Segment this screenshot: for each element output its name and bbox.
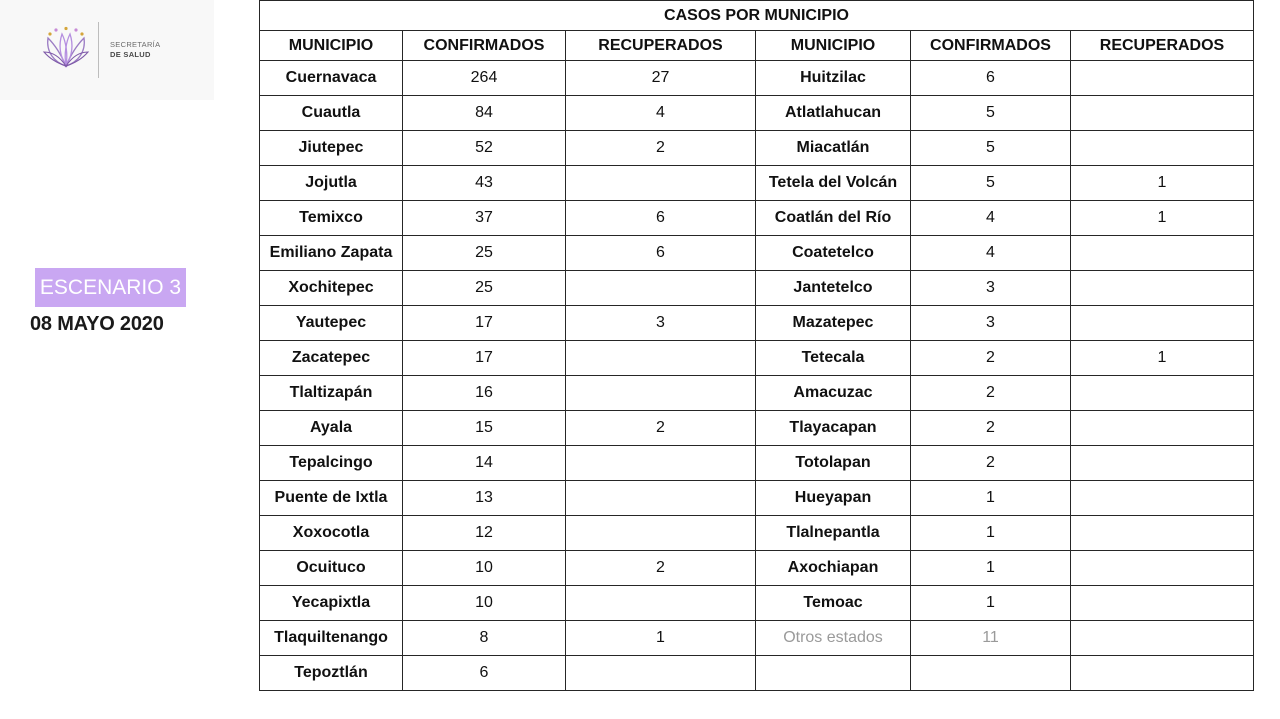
municipality-cell: Coatlán del Río (756, 201, 911, 236)
table-row (260, 61, 1254, 96)
recovered-cell (1071, 271, 1254, 306)
municipality-cell: Tetecala (756, 341, 911, 376)
recovered-cell (1071, 516, 1254, 551)
municipality-cell: Ocuituco (260, 551, 403, 586)
column-header: MUNICIPIO (756, 31, 911, 61)
table-row (260, 586, 1254, 621)
recovered-cell (566, 166, 756, 201)
recovered-cell (566, 376, 756, 411)
confirmed-cell: 1 (911, 481, 1071, 516)
secretaria-de-salud-logo (0, 0, 214, 100)
municipality-cell: Tepalcingo (260, 446, 403, 481)
confirmed-cell: 17 (403, 341, 566, 376)
confirmed-cell: 4 (911, 201, 1071, 236)
confirmed-cell: 5 (911, 166, 1071, 201)
recovered-cell (1071, 96, 1254, 131)
table-title-row (260, 1, 1254, 31)
municipality-cell: Tlalnepantla (756, 516, 911, 551)
logo-line-1: SECRETARÍA (110, 40, 161, 49)
municipality-cell: Xochitepec (260, 271, 403, 306)
confirmed-cell: 1 (911, 586, 1071, 621)
confirmed-cell: 1 (911, 516, 1071, 551)
lotus-emblem-icon (40, 26, 92, 72)
recovered-cell (1071, 481, 1254, 516)
municipality-cell: Huitzilac (756, 61, 911, 96)
table-row (260, 376, 1254, 411)
confirmed-cell: 2 (911, 446, 1071, 481)
municipality-cell: Coatetelco (756, 236, 911, 271)
table-row (260, 131, 1254, 166)
recovered-cell: 3 (566, 306, 756, 341)
table-row (260, 621, 1254, 656)
cases-by-municipality-table (259, 0, 1254, 691)
confirmed-cell: 10 (403, 551, 566, 586)
municipality-cell: Temixco (260, 201, 403, 236)
confirmed-cell: 43 (403, 166, 566, 201)
municipality-cell: Jojutla (260, 166, 403, 201)
municipality-cell: Totolapan (756, 446, 911, 481)
confirmed-cell: 264 (403, 61, 566, 96)
recovered-cell (1071, 656, 1254, 691)
municipality-cell: Hueyapan (756, 481, 911, 516)
municipality-cell: Yautepec (260, 306, 403, 341)
recovered-cell (1071, 306, 1254, 341)
column-header: RECUPERADOS (1071, 31, 1254, 61)
recovered-cell (566, 586, 756, 621)
recovered-cell: 2 (566, 131, 756, 166)
table-row (260, 446, 1254, 481)
confirmed-cell: 25 (403, 271, 566, 306)
recovered-cell: 6 (566, 236, 756, 271)
confirmed-cell: 25 (403, 236, 566, 271)
confirmed-cell: 2 (911, 411, 1071, 446)
municipality-cell: Emiliano Zapata (260, 236, 403, 271)
municipality-cell: Xoxocotla (260, 516, 403, 551)
table-row (260, 656, 1254, 691)
recovered-cell: 2 (566, 411, 756, 446)
municipality-cell: Tlaquiltenango (260, 621, 403, 656)
recovered-cell (566, 516, 756, 551)
table-row (260, 236, 1254, 271)
confirmed-cell: 6 (403, 656, 566, 691)
confirmed-cell: 8 (403, 621, 566, 656)
municipality-cell: Cuernavaca (260, 61, 403, 96)
recovered-cell (566, 481, 756, 516)
confirmed-cell (911, 656, 1071, 691)
recovered-cell (1071, 586, 1254, 621)
scenario-badge: ESCENARIO 3 (35, 268, 186, 307)
municipality-cell: Yecapixtla (260, 586, 403, 621)
municipality-cell: Axochiapan (756, 551, 911, 586)
table-row (260, 271, 1254, 306)
municipality-cell: Miacatlán (756, 131, 911, 166)
confirmed-cell: 5 (911, 131, 1071, 166)
municipality-cell: Tetela del Volcán (756, 166, 911, 201)
recovered-cell (1071, 376, 1254, 411)
column-header: CONFIRMADOS (403, 31, 566, 61)
recovered-cell (1071, 131, 1254, 166)
logo-divider (98, 22, 99, 78)
table-row (260, 411, 1254, 446)
recovered-cell (566, 271, 756, 306)
recovered-cell: 6 (566, 201, 756, 236)
confirmed-cell: 84 (403, 96, 566, 131)
municipality-cell: Cuautla (260, 96, 403, 131)
table-row (260, 551, 1254, 586)
report-date: 08 MAYO 2020 (30, 313, 164, 335)
confirmed-cell: 1 (911, 551, 1071, 586)
confirmed-cell: 13 (403, 481, 566, 516)
recovered-cell (566, 656, 756, 691)
table-row (260, 166, 1254, 201)
table-title: CASOS POR MUNICIPIO (260, 1, 1254, 31)
recovered-cell: 4 (566, 96, 756, 131)
confirmed-cell: 3 (911, 306, 1071, 341)
municipality-cell: Jantetelco (756, 271, 911, 306)
municipality-cell: Ayala (260, 411, 403, 446)
municipality-cell: Amacuzac (756, 376, 911, 411)
confirmed-cell: 52 (403, 131, 566, 166)
recovered-cell (1071, 551, 1254, 586)
confirmed-cell: 6 (911, 61, 1071, 96)
confirmed-cell: 2 (911, 376, 1071, 411)
logo-line-2: DE SALUD (110, 50, 151, 59)
column-header: MUNICIPIO (260, 31, 403, 61)
table-row (260, 516, 1254, 551)
confirmed-cell: 11 (911, 621, 1071, 656)
recovered-cell (566, 446, 756, 481)
confirmed-cell: 2 (911, 341, 1071, 376)
municipality-cell: Tepoztlán (260, 656, 403, 691)
municipality-cell: Zacatepec (260, 341, 403, 376)
recovered-cell: 1 (1071, 201, 1254, 236)
confirmed-cell: 12 (403, 516, 566, 551)
table-row (260, 201, 1254, 236)
column-header: CONFIRMADOS (911, 31, 1071, 61)
municipality-cell: Temoac (756, 586, 911, 621)
municipality-cell: Otros estados (756, 621, 911, 656)
confirmed-cell: 5 (911, 96, 1071, 131)
column-header: RECUPERADOS (566, 31, 756, 61)
confirmed-cell: 37 (403, 201, 566, 236)
recovered-cell: 2 (566, 551, 756, 586)
confirmed-cell: 10 (403, 586, 566, 621)
recovered-cell (1071, 61, 1254, 96)
confirmed-cell: 14 (403, 446, 566, 481)
recovered-cell (1071, 446, 1254, 481)
municipality-cell: Tlaltizapán (260, 376, 403, 411)
municipality-cell: Puente de Ixtla (260, 481, 403, 516)
municipality-cell: Mazatepec (756, 306, 911, 341)
recovered-cell: 1 (1071, 166, 1254, 201)
recovered-cell: 1 (566, 621, 756, 656)
confirmed-cell: 3 (911, 271, 1071, 306)
logo-text (110, 40, 160, 60)
confirmed-cell: 16 (403, 376, 566, 411)
table-body (260, 61, 1254, 691)
municipality-cell: Tlayacapan (756, 411, 911, 446)
table-row (260, 96, 1254, 131)
table-header-row (260, 31, 1254, 61)
municipality-cell (756, 656, 911, 691)
recovered-cell: 27 (566, 61, 756, 96)
municipality-cell: Atlatlahucan (756, 96, 911, 131)
recovered-cell (566, 341, 756, 376)
confirmed-cell: 17 (403, 306, 566, 341)
table-row (260, 341, 1254, 376)
recovered-cell (1071, 236, 1254, 271)
confirmed-cell: 15 (403, 411, 566, 446)
recovered-cell (1071, 621, 1254, 656)
table-row (260, 306, 1254, 341)
confirmed-cell: 4 (911, 236, 1071, 271)
municipality-cell: Jiutepec (260, 131, 403, 166)
recovered-cell: 1 (1071, 341, 1254, 376)
table-row (260, 481, 1254, 516)
recovered-cell (1071, 411, 1254, 446)
